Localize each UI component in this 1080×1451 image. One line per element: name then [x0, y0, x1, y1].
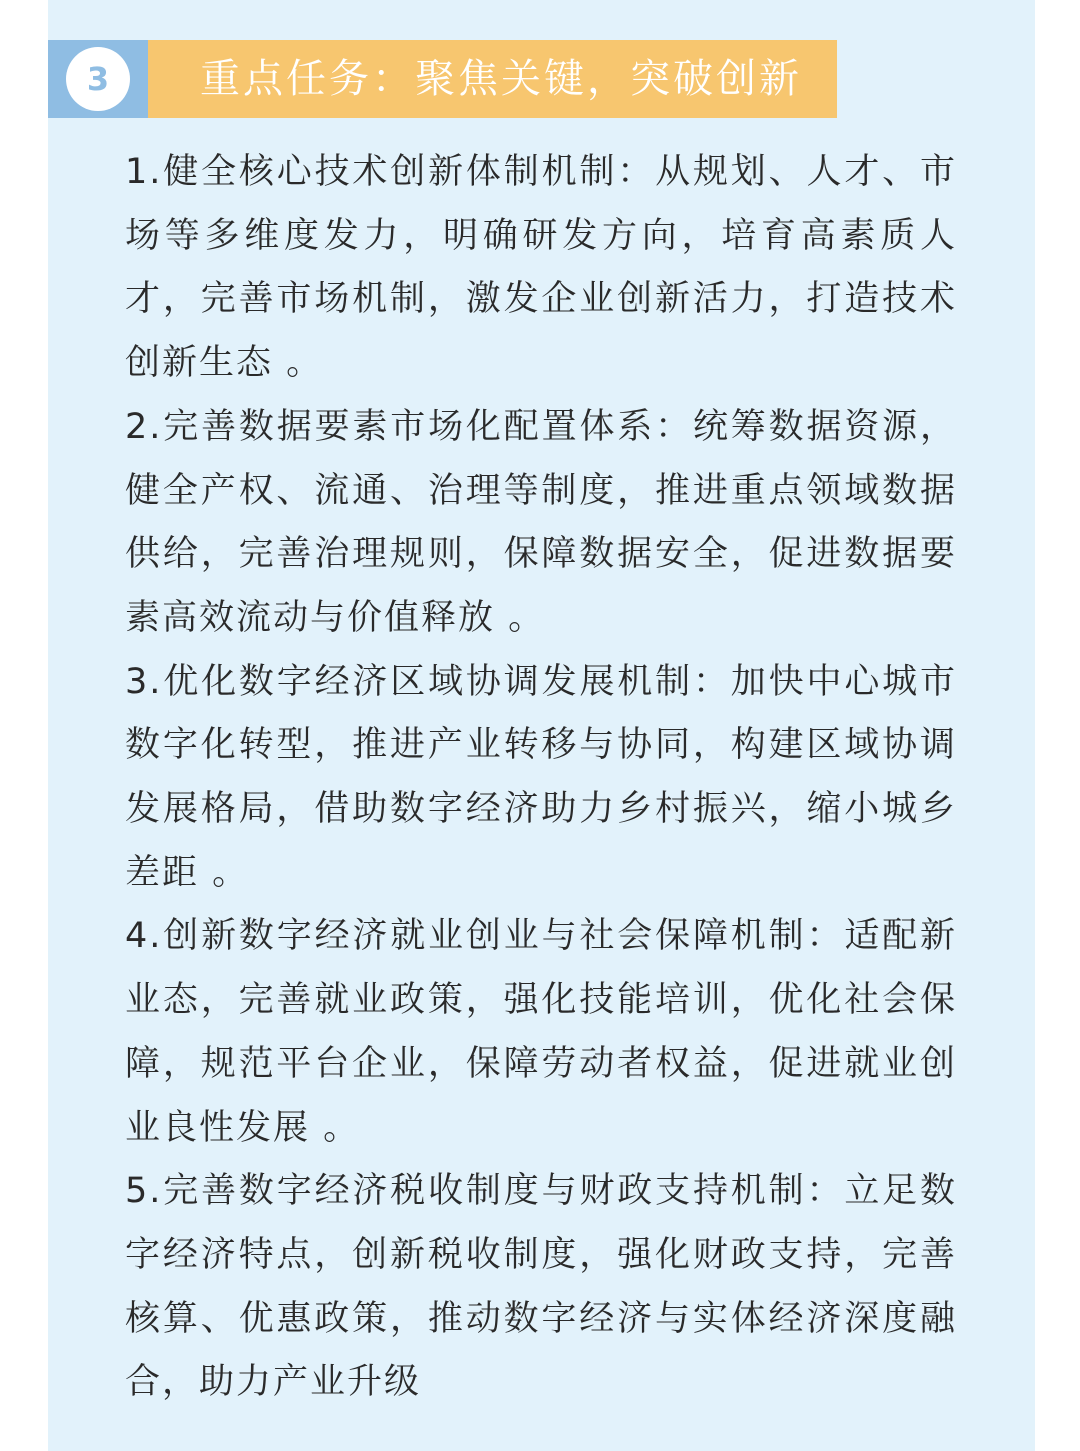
- task-item-2: 2.完善数据要素市场化配置体系：统筹数据资源，健全产权、流通、治理等制度，推进重点领域数据供给，完善治理规则，保障数据安全，促进数据要素高效流动与价值释放 。: [125, 406, 957, 638]
- header-title-block: [148, 40, 837, 118]
- section-header: [48, 40, 837, 118]
- task-item-1: 1.健全核心技术创新体制机制：从规划、人才、市场等多维度发力，明确研发方向，培育高素质人才，完善市场机制，激发企业创新活力，打造技术创新生态 。: [125, 152, 957, 384]
- header-number-block: [48, 40, 148, 118]
- task-item-3: 3.优化数字经济区域协调发展机制：加快中心城市数字化转型，推进产业转移与协同，构建区域协调发展格局，借助数字经济助力乡村振兴，缩小城乡差距 。: [125, 661, 957, 893]
- section-title: 重点任务：聚焦关键，突破创新: [200, 56, 802, 102]
- task-list: [125, 141, 957, 1415]
- task-item-4: 4.创新数字经济就业创业与社会保障机制：适配新业态，完善就业政策，强化技能培训，优化社会保障，规范平台企业，保障劳动者权益，促进就业创业良性发展 。: [125, 916, 957, 1148]
- task-item-5: 5.完善数字经济税收制度与财政支持机制：立足数字经济特点，创新税收制度，强化财政支持，完善核算、优惠政策，推动数字经济与实体经济深度融合，助力产业升级: [125, 1171, 957, 1403]
- section-number-badge: 3: [66, 47, 130, 111]
